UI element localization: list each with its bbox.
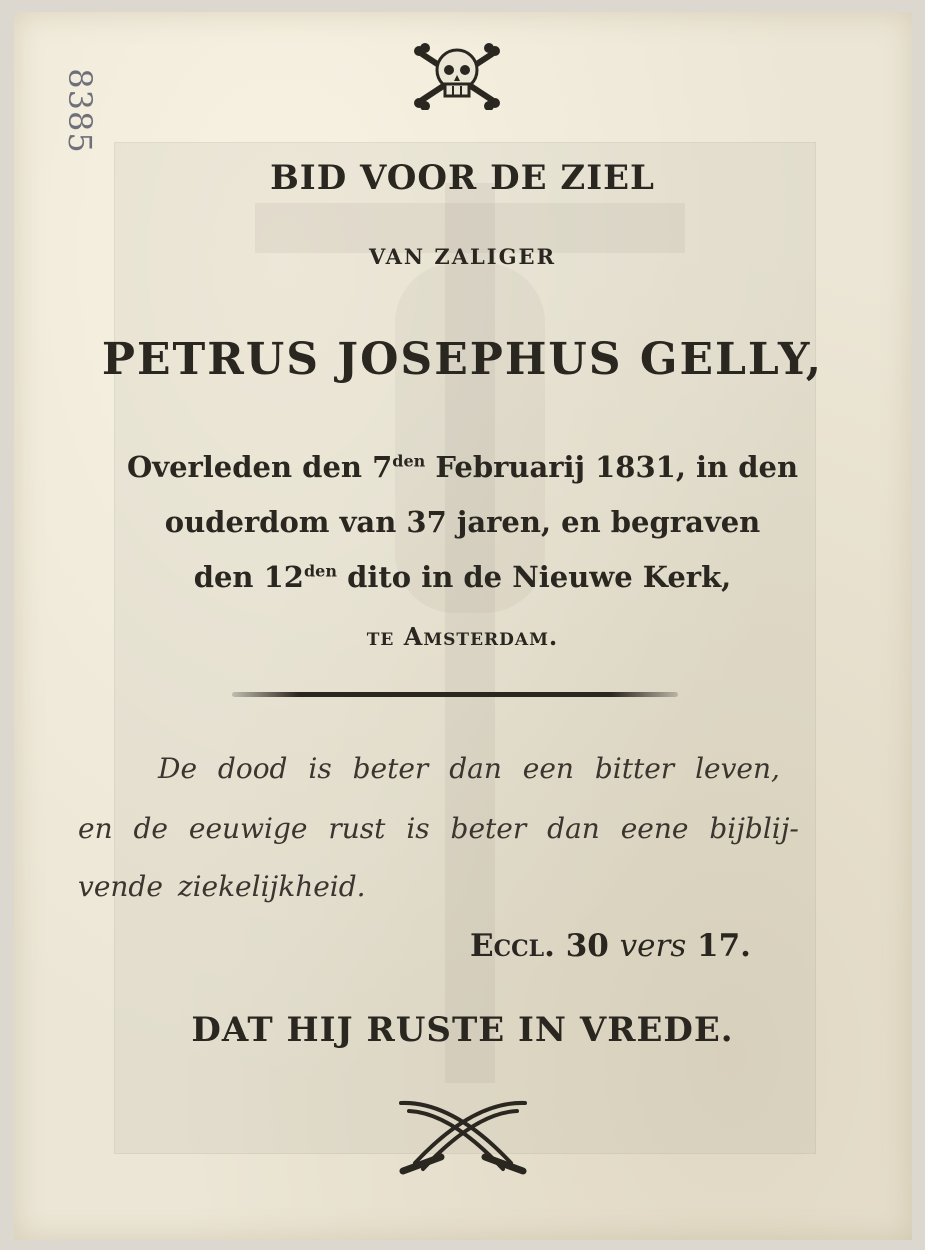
ornamental-divider	[232, 692, 678, 697]
quote-line-3: vende ziekelijkheid.	[78, 870, 366, 903]
deceased-name: PETRUS JOSEPHUS GELLY,	[101, 334, 824, 385]
quote-line-1: De dood is beter dan een bitter leven,	[158, 752, 780, 785]
death-line-3: den $12^{den}$ dito in de Nieuwe Kerk,	[193, 560, 732, 594]
scripture-reference: Eccl. 30 vers 17.	[470, 928, 751, 964]
closing-prayer: DAT HIJ RUSTE IN VREDE.	[191, 1010, 734, 1050]
death-line-2: ouderdom van 37 jaren, en begraven	[164, 505, 761, 539]
crossed-scythes-icon	[393, 1093, 533, 1183]
archive-number: 8385	[61, 68, 99, 154]
death-line-1: Overleden den $7^{den}$ Februarij 1831, in den	[126, 450, 799, 484]
heading: BID VOOR DE ZIEL	[270, 158, 655, 198]
burial-place: te Amsterdam.	[366, 622, 559, 651]
quote-line-2: en de eeuwige rust is beter dan eene bijblij-	[78, 812, 799, 845]
skull-crossbones-icon	[412, 40, 502, 110]
subheading: VAN ZALIGER	[368, 244, 557, 269]
